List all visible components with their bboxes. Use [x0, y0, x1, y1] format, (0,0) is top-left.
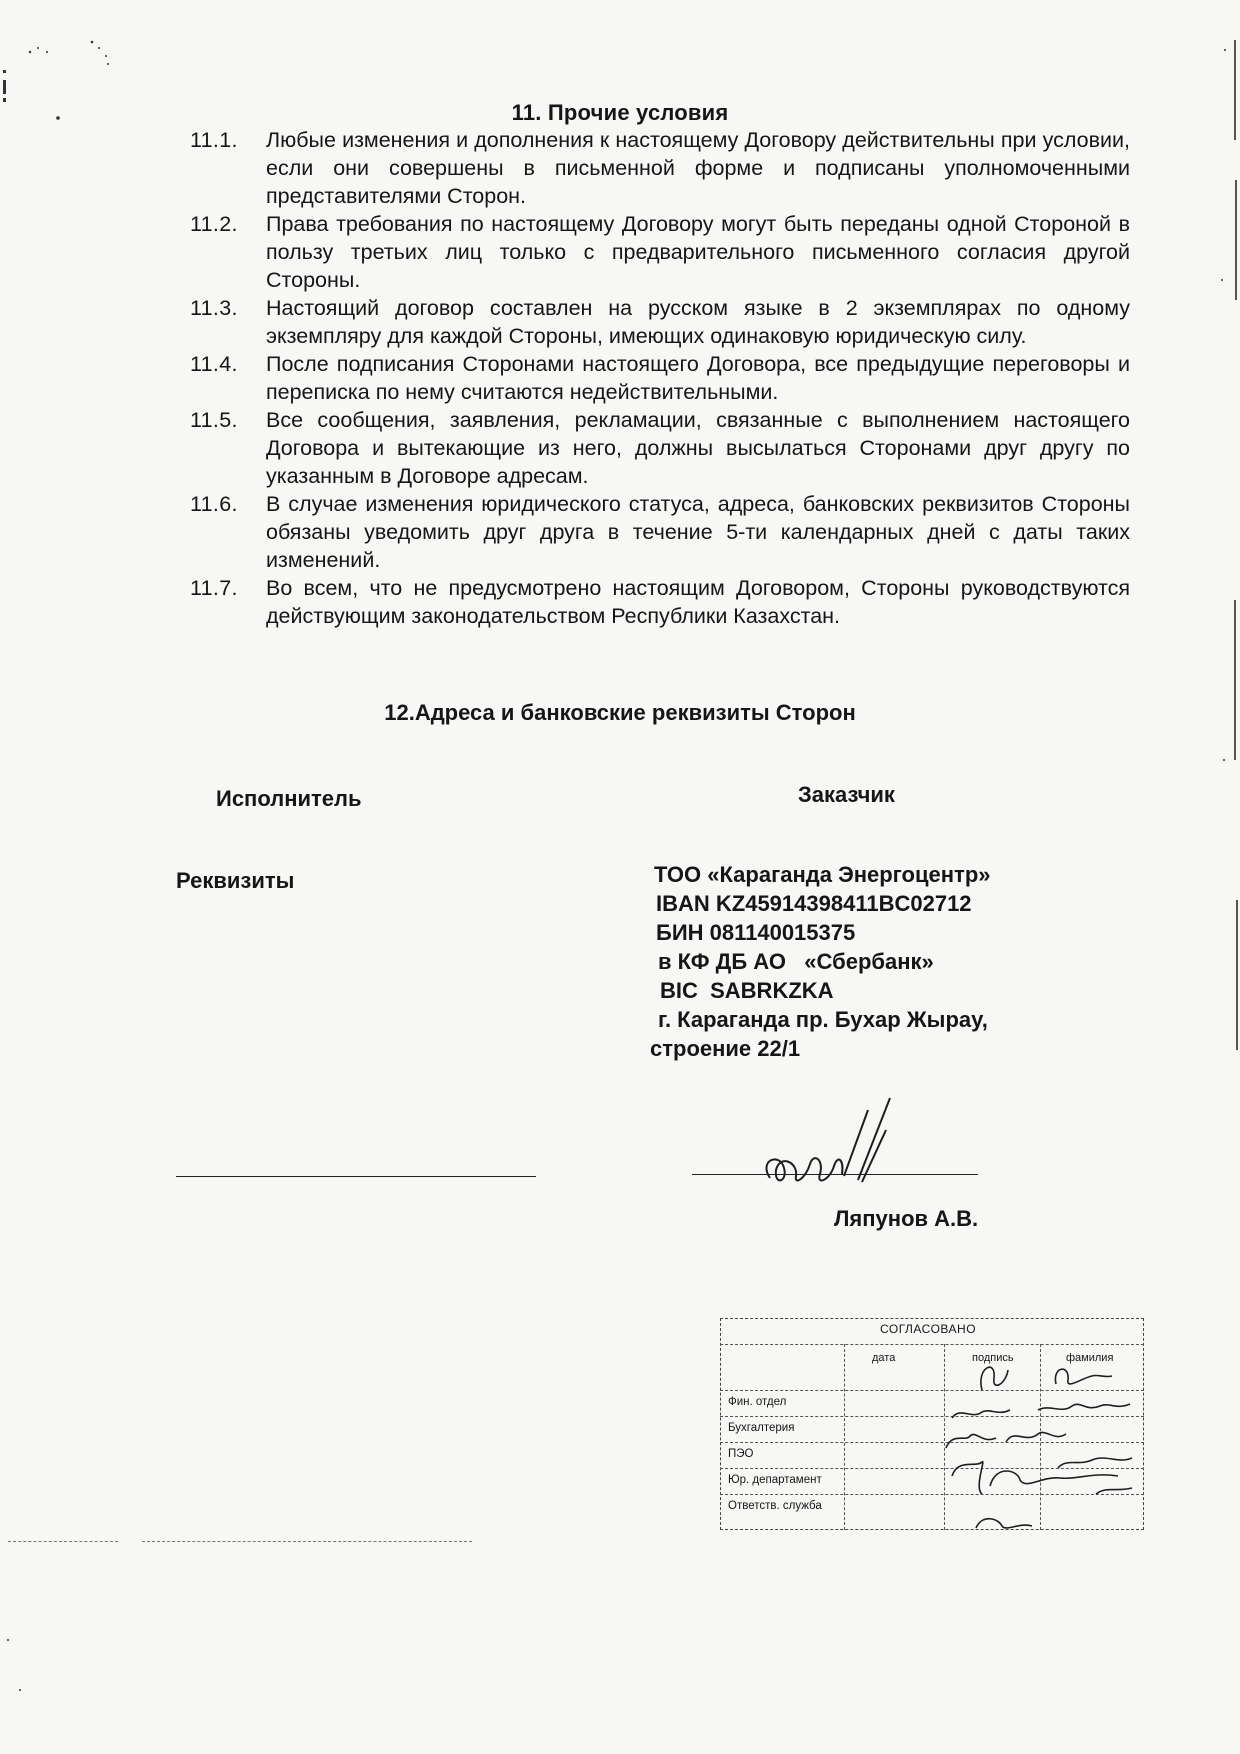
- customer-signer-name: Ляпунов А.В.: [834, 1206, 979, 1231]
- clause: [190, 210, 1130, 294]
- clause-number: 11.3.: [190, 296, 238, 320]
- section-11-clauses: [190, 126, 1130, 630]
- requisite-line: в КФ ДБ АО «Сбербанк»: [658, 949, 934, 974]
- requisite-line: строение 22/1: [650, 1036, 801, 1061]
- stamp-row-label: Ответств. служба: [728, 1500, 822, 1512]
- clause-text: В случае изменения юридического статуса, адреса, банковских реквизитов Стороны обязаны уведомить друг друга в течение 5-ти календарных дней с даты таких изменений.: [266, 492, 1130, 572]
- requisite-line: г. Караганда пр. Бухар Жырау,: [658, 1007, 988, 1032]
- stamp-row-label: Бухгалтерия: [728, 1422, 795, 1434]
- executor-label: Исполнитель: [216, 786, 362, 811]
- stamp-row-label: Фин. отдел: [728, 1396, 787, 1408]
- executor-signature-line: [176, 1176, 536, 1177]
- customer-label: Заказчик: [798, 782, 895, 807]
- stamp-column-header: фамилия: [1066, 1352, 1114, 1364]
- scan-artifact-line: [8, 1541, 118, 1542]
- stamp-column-header: дата: [872, 1352, 896, 1364]
- requisite-line: BIC SABRKZKA: [660, 978, 834, 1003]
- section-11-title: 11. Прочие условия: [511, 100, 729, 125]
- customer-requisites: [650, 860, 991, 1063]
- stamp-title: СОГЛАСОВАНО: [880, 1322, 977, 1336]
- clause-number: 11.5.: [190, 408, 238, 432]
- approval-signatures: [720, 1318, 1144, 1530]
- approval-stamp: [720, 1318, 1144, 1530]
- customer-signature: [740, 1090, 920, 1200]
- stamp-row-label: ПЭО: [728, 1448, 754, 1460]
- requisite-line: БИН 081140015375: [656, 920, 856, 945]
- requisites-label: Реквизиты: [176, 868, 295, 893]
- clause: [190, 574, 1130, 630]
- clause: [190, 294, 1130, 350]
- clause-text: Настоящий договор составлен на русском языке в 2 экземплярах по одному экземпляру для каждой Стороны, имеющих одинаковую юридическую силу.: [266, 296, 1130, 348]
- clause-text: После подписания Сторонами настоящего Договора, все предыдущие переговоры и переписка по нему считаются недействительными.: [266, 352, 1130, 404]
- clause-text: Любые изменения и дополнения к настоящему Договору действительны при условии, если они совершены в письменной форме и подписаны уполномоченными представителями Сторон.: [266, 128, 1130, 208]
- clause: [190, 350, 1130, 406]
- clause-text: Все сообщения, заявления, рекламации, связанные с выполнением настоящего Договора и вытекающие из него, должны высылаться Сторонами друг другу по указанным в Договоре адресам.: [266, 408, 1130, 488]
- clause: [190, 490, 1130, 574]
- requisite-line: IBAN KZ45914398411BC02712: [656, 891, 972, 916]
- clause-number: 11.4.: [190, 352, 238, 376]
- clause-text: Во всем, что не предусмотрено настоящим Договором, Стороны руководствуются действующим законодательством Республики Казахстан.: [266, 576, 1130, 628]
- stamp-column-header: подпись: [972, 1352, 1014, 1364]
- requisite-line: ТОО «Караганда Энергоцентр»: [654, 862, 991, 887]
- clause: [190, 126, 1130, 210]
- clause-text: Права требования по настоящему Договору могут быть переданы одной Стороной в пользу третьих лиц только с предварительного письменного согласия другой Стороны.: [266, 212, 1130, 292]
- stamp-row-label: Юр. департамент: [728, 1474, 822, 1486]
- clause: [190, 406, 1130, 490]
- clause-number: 11.6.: [190, 492, 238, 516]
- clause-number: 11.1.: [190, 128, 238, 152]
- clause-number: 11.7.: [190, 576, 238, 600]
- customer-signature-line: [692, 1174, 978, 1175]
- scan-artifact-line: [142, 1541, 472, 1542]
- section-12-title: 12.Адреса и банковские реквизиты Сторон: [384, 700, 856, 725]
- clause-number: 11.2.: [190, 212, 238, 236]
